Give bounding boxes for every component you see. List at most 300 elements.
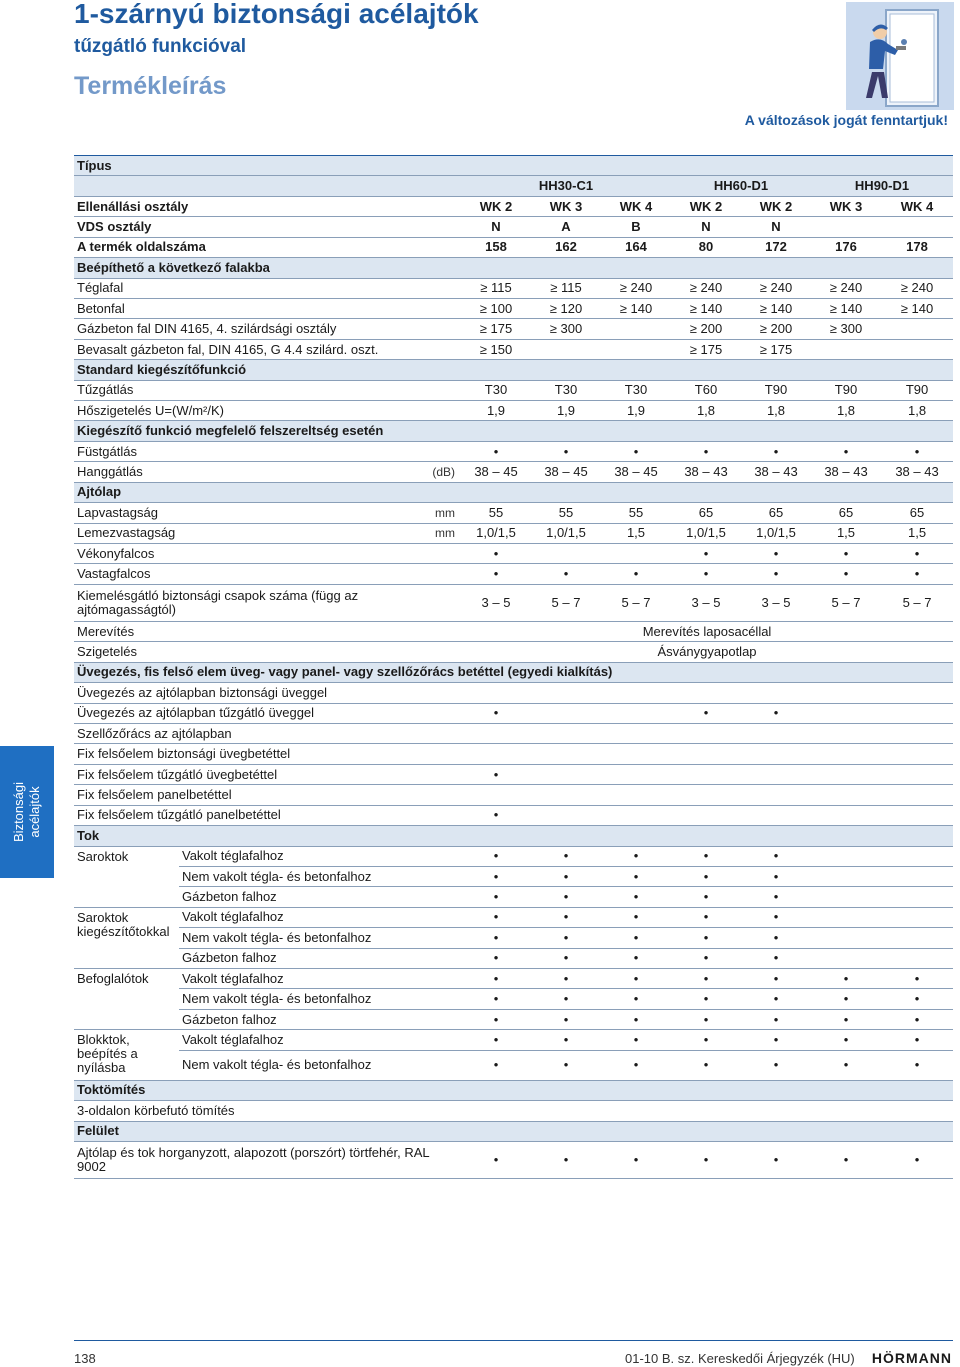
value-cell: • (741, 1030, 811, 1050)
table-row-fix_bizt (74, 744, 953, 764)
table-row-vastagfalcos (74, 564, 953, 584)
page-subtitle: tűzgátló funkcióval (74, 36, 247, 57)
catalog-name: 01-10 B. sz. Kereskedői Árjegyzék (HU) (625, 1351, 855, 1366)
unit-label: (dB) (391, 462, 461, 482)
value-cell: 1,8 (741, 401, 811, 421)
value-cell (601, 805, 671, 825)
unit-label: mm (391, 503, 461, 523)
value-cell (671, 744, 741, 764)
value-cell: • (741, 887, 811, 907)
section-row-standard (74, 360, 953, 380)
value-cell (881, 744, 953, 764)
value-cell (531, 703, 601, 723)
row-label: Hanggátlás (74, 462, 391, 482)
value-cell: • (461, 544, 531, 564)
value-cell: • (811, 1141, 881, 1178)
value-cell: 1,5 (881, 523, 953, 543)
table-row-bevasalt (74, 339, 953, 359)
value-cell: • (881, 1030, 953, 1050)
value-cell: ≥ 175 (461, 319, 531, 339)
model-group-spacer (74, 176, 461, 196)
value-cell: WK 4 (881, 196, 953, 216)
value-cell (881, 887, 953, 907)
section-row-ajtolap (74, 482, 953, 502)
value-cell: ≥ 300 (531, 319, 601, 339)
row-label: Szellőzőrács az ajtólapban (74, 723, 461, 743)
value-cell: ≥ 115 (461, 278, 531, 298)
table-row-vds (74, 217, 953, 237)
value-cell: 3 – 5 (671, 584, 741, 621)
value-cell: • (461, 887, 531, 907)
value-cell: • (601, 1141, 671, 1178)
value-cell: • (741, 564, 811, 584)
value-cell (601, 319, 671, 339)
value-cell: • (671, 887, 741, 907)
value-cell: 80 (671, 237, 741, 257)
value-cell (811, 703, 881, 723)
value-cell: ≥ 140 (671, 298, 741, 318)
value-cell (881, 217, 953, 237)
value-cell: 1,0/1,5 (671, 523, 741, 543)
value-cell: ≥ 175 (741, 339, 811, 359)
value-cell: • (671, 907, 741, 927)
row-label: Vékonyfalcos (74, 544, 461, 564)
tok-row-blokktok-1 (74, 1050, 953, 1080)
value-cell: 65 (671, 503, 741, 523)
row-label: 3-oldalon körbefutó tömítés (74, 1101, 461, 1121)
tok-group-label: Blokktok, beépítés a nyílásba (74, 1030, 179, 1080)
table-row-merevites (74, 621, 953, 641)
value-cell: 65 (881, 503, 953, 523)
value-cell: • (811, 969, 881, 989)
value-cell: • (671, 564, 741, 584)
table-row-hanggatlas (74, 462, 953, 482)
value-cell: 5 – 7 (601, 584, 671, 621)
tok-mount-label: Vakolt téglafalhoz (179, 846, 461, 866)
value-cell: • (881, 969, 953, 989)
value-cell: 38 – 45 (531, 462, 601, 482)
value-cell: ≥ 140 (881, 298, 953, 318)
value-cell (741, 744, 811, 764)
value-cell (531, 744, 601, 764)
value-cell: • (671, 989, 741, 1009)
value-cell: 55 (531, 503, 601, 523)
row-label: Lapvastagság (74, 503, 391, 523)
value-cell: • (461, 1141, 531, 1178)
tok-row-saroktok_kieg-2 (74, 948, 953, 968)
value-cell: • (671, 544, 741, 564)
row-label: Fix felsőelem tűzgátló panelbetéttel (74, 805, 461, 825)
value-cell (601, 723, 671, 743)
value-cell (601, 339, 671, 359)
value-cell: • (671, 441, 741, 461)
row-label: Kiemelésgátló biztonsági csapok száma (függ az ajtómagasságtól) (74, 584, 461, 621)
row-label: Szigetelés (74, 642, 461, 662)
table-row-lemezvastagsag (74, 523, 953, 543)
side-tab-line1: Biztonsági (11, 782, 26, 842)
row-label: VDS osztály (74, 217, 461, 237)
value-cell (671, 785, 741, 805)
table-row-lapvastagsag (74, 503, 953, 523)
value-cell: ≥ 115 (531, 278, 601, 298)
value-cell: • (741, 948, 811, 968)
value-cell: • (671, 1009, 741, 1029)
value-cell: 65 (811, 503, 881, 523)
value-cell: • (741, 928, 811, 948)
value-cell (531, 764, 601, 784)
tok-mount-label: Gázbeton falhoz (179, 887, 461, 907)
value-cell: • (741, 1009, 811, 1029)
value-cell: 164 (601, 237, 671, 257)
value-cell: • (671, 969, 741, 989)
value-cell: ≥ 175 (671, 339, 741, 359)
table-row-fustgatlas (74, 441, 953, 461)
value-cell (601, 683, 671, 703)
value-cell: • (531, 948, 601, 968)
value-cell: • (671, 928, 741, 948)
value-cell: T90 (811, 380, 881, 400)
value-cell: B (601, 217, 671, 237)
value-cell: • (671, 948, 741, 968)
tok-row-saroktok_kieg-1 (74, 928, 953, 948)
tok-group-label: Befoglalótok (74, 969, 179, 1030)
value-cell: 162 (531, 237, 601, 257)
value-cell: • (881, 989, 953, 1009)
value-cell: • (741, 866, 811, 886)
tok-mount-label: Vakolt téglafalhoz (179, 907, 461, 927)
value-cell: 178 (881, 237, 953, 257)
value-cell (741, 785, 811, 805)
value-cell: N (741, 217, 811, 237)
section-heading: Üvegezés, fis felső elem üveg- vagy panel- vagy szellőzőrács betéttel (egyedi kialkítás) (74, 662, 953, 682)
value-cell: • (531, 441, 601, 461)
value-cell: ≥ 240 (811, 278, 881, 298)
section-side-tab (0, 746, 54, 878)
value-cell (881, 723, 953, 743)
value-cell (671, 764, 741, 784)
value-cell (461, 785, 531, 805)
value-cell: 1,0/1,5 (741, 523, 811, 543)
tok-row-saroktok-1 (74, 866, 953, 886)
value-cell: • (671, 866, 741, 886)
model-group-3: HH90-D1 (811, 176, 953, 196)
footer-rule (74, 1340, 953, 1341)
value-cell (531, 339, 601, 359)
value-cell (811, 1101, 881, 1121)
spec-table (74, 155, 953, 1179)
table-row-csapok (74, 584, 953, 621)
change-notice: A változások jogát fenntartjuk! (744, 112, 948, 128)
value-cell: • (671, 1141, 741, 1178)
value-cell: WK 4 (601, 196, 671, 216)
value-cell: • (881, 564, 953, 584)
value-cell (461, 1101, 531, 1121)
value-cell: • (811, 441, 881, 461)
value-cell: • (741, 989, 811, 1009)
value-cell: • (531, 928, 601, 948)
value-cell: 38 – 45 (601, 462, 671, 482)
value-cell: • (601, 441, 671, 461)
tok-row-saroktok_kieg-0 (74, 907, 953, 927)
row-label: Merevítés (74, 621, 461, 641)
value-cell (881, 866, 953, 886)
table-row-uveg_tuz (74, 703, 953, 723)
value-cell (811, 907, 881, 927)
value-cell (811, 764, 881, 784)
value-cell (601, 785, 671, 805)
value-cell: • (601, 928, 671, 948)
value-cell: • (601, 948, 671, 968)
value-cell: 5 – 7 (811, 584, 881, 621)
value-cell (461, 744, 531, 764)
value-cell: • (461, 764, 531, 784)
page-title: 1-szárnyú biztonsági acélajtók (74, 0, 479, 29)
section-heading: Beépíthető a következő falakba (74, 258, 953, 278)
tok-mount-label: Nem vakolt tégla- és betonfalhoz (179, 989, 461, 1009)
door-fitter-illustration (846, 2, 954, 110)
tok-mount-label: Vakolt téglafalhoz (179, 1030, 461, 1050)
section-heading: Tok (74, 826, 953, 846)
value-cell: A (531, 217, 601, 237)
value-cell (531, 785, 601, 805)
value-cell: N (671, 217, 741, 237)
value-cell: • (461, 805, 531, 825)
value-cell: • (741, 846, 811, 866)
table-row-vekonyfalcos (74, 544, 953, 564)
table-row-hoszigeteles (74, 401, 953, 421)
value-cell (461, 723, 531, 743)
type-header-row (74, 156, 953, 176)
table-row-tuzgatlas (74, 380, 953, 400)
table-row-teglafal (74, 278, 953, 298)
value-cell (811, 948, 881, 968)
row-label: Fix felsőelem tűzgátló üvegbetéttel (74, 764, 461, 784)
brand-logo: HÖRMANN (871, 1350, 952, 1366)
row-label: Ajtólap és tok horganyzott, alapozott (porszórt) törtfehér, RAL 9002 (74, 1141, 461, 1178)
value-cell (881, 785, 953, 805)
value-cell: • (811, 1030, 881, 1050)
row-label: Vastagfalcos (74, 564, 461, 584)
value-cell: • (741, 1050, 811, 1080)
row-label: Fix felsőelem biztonsági üvegbetéttel (74, 744, 461, 764)
value-cell: WK 2 (461, 196, 531, 216)
tok-mount-label: Nem vakolt tégla- és betonfalhoz (179, 928, 461, 948)
value-cell: • (671, 703, 741, 723)
value-cell (531, 723, 601, 743)
value-cell: 55 (461, 503, 531, 523)
value-cell (881, 907, 953, 927)
row-label: Betonfal (74, 298, 461, 318)
row-label: Üvegezés az ajtólapban biztonsági üveggel (74, 683, 461, 703)
value-cell: 1,9 (601, 401, 671, 421)
value-cell: • (531, 846, 601, 866)
value-cell: • (461, 1030, 531, 1050)
value-cell: ≥ 240 (671, 278, 741, 298)
side-tab-line2: acélajtók (27, 786, 42, 838)
value-cell (671, 723, 741, 743)
value-cell: • (881, 1141, 953, 1178)
value-cell (741, 805, 811, 825)
value-cell: ≥ 120 (531, 298, 601, 318)
section-row-uvegezes (74, 662, 953, 682)
value-cell: • (671, 1030, 741, 1050)
value-cell: T30 (601, 380, 671, 400)
model-group-row (74, 176, 953, 196)
value-cell: • (671, 846, 741, 866)
value-cell (601, 703, 671, 723)
value-cell: ≥ 240 (601, 278, 671, 298)
table-row-betonfal (74, 298, 953, 318)
value-cell: • (741, 969, 811, 989)
value-cell: • (601, 887, 671, 907)
value-cell (671, 683, 741, 703)
value-cell: T90 (741, 380, 811, 400)
value-cell: • (881, 544, 953, 564)
value-cell: • (461, 846, 531, 866)
row-label: Téglafal (74, 278, 461, 298)
value-cell: ≥ 200 (671, 319, 741, 339)
row-label: Ellenállási osztály (74, 196, 461, 216)
section-heading: Felület (74, 1121, 953, 1141)
value-cell (741, 1101, 811, 1121)
section-row-toktomites (74, 1080, 953, 1100)
value-cell: 5 – 7 (531, 584, 601, 621)
value-cell: • (601, 989, 671, 1009)
value-cell: T60 (671, 380, 741, 400)
tok-row-befoglalotok-2 (74, 1009, 953, 1029)
value-cell: • (881, 1050, 953, 1080)
value-cell: • (741, 907, 811, 927)
value-cell: • (531, 1141, 601, 1178)
value-cell: 38 – 43 (811, 462, 881, 482)
tok-row-blokktok-0 (74, 1030, 953, 1050)
row-label: Lemezvastagság (74, 523, 391, 543)
value-cell: • (811, 989, 881, 1009)
section-heading: Toktömítés (74, 1080, 953, 1100)
table-row-uveg_bizt (74, 683, 953, 703)
value-cell (881, 948, 953, 968)
tok-mount-label: Vakolt téglafalhoz (179, 969, 461, 989)
value-cell: • (531, 969, 601, 989)
value-cell: • (741, 544, 811, 564)
row-label: Füstgátlás (74, 441, 461, 461)
table-row-oldalszam (74, 237, 953, 257)
value-cell: 1,9 (461, 401, 531, 421)
value-cell: ≥ 300 (811, 319, 881, 339)
tok-mount-label: Gázbeton falhoz (179, 1009, 461, 1029)
value-cell: N (461, 217, 531, 237)
value-cell (461, 683, 531, 703)
value-cell: • (601, 1030, 671, 1050)
value-cell: • (741, 703, 811, 723)
value-cell (811, 683, 881, 703)
value-cell (741, 723, 811, 743)
value-cell (531, 805, 601, 825)
tok-row-saroktok-2 (74, 887, 953, 907)
value-cell (811, 339, 881, 359)
row-label: A termék oldalszáma (74, 237, 461, 257)
model-group-1: HH30-C1 (461, 176, 671, 196)
value-cell: • (531, 1030, 601, 1050)
value-cell: • (601, 1050, 671, 1080)
value-cell: • (531, 1009, 601, 1029)
value-cell: • (531, 1050, 601, 1080)
table-row-korbefuto (74, 1101, 953, 1121)
value-cell: • (811, 1009, 881, 1029)
value-cell: 38 – 43 (741, 462, 811, 482)
section-heading: Standard kiegészítőfunkció (74, 360, 953, 380)
value-cell: • (601, 564, 671, 584)
value-cell: • (601, 846, 671, 866)
table-row-szellozo (74, 723, 953, 743)
section-title: Termékleírás (74, 72, 227, 100)
value-cell: • (881, 441, 953, 461)
value-cell: 38 – 45 (461, 462, 531, 482)
value-cell: ≥ 200 (741, 319, 811, 339)
page-number: 138 (74, 1351, 96, 1366)
section-row-tok (74, 826, 953, 846)
value-cell (601, 764, 671, 784)
value-cell (881, 339, 953, 359)
value-cell (601, 1101, 671, 1121)
value-cell (811, 928, 881, 948)
value-cell: • (461, 928, 531, 948)
row-label: Tűzgátlás (74, 380, 461, 400)
row-label: Hőszigetelés U=(W/m²/K) (74, 401, 461, 421)
value-cell: • (881, 1009, 953, 1029)
value-cell: • (461, 703, 531, 723)
value-cell: ≥ 240 (881, 278, 953, 298)
table-row-ellenallasi (74, 196, 953, 216)
table-row-horganyzott (74, 1141, 953, 1178)
value-cell (811, 887, 881, 907)
row-label: Üvegezés az ajtólapban tűzgátló üveggel (74, 703, 461, 723)
value-cell: • (461, 1050, 531, 1080)
value-cell: 172 (741, 237, 811, 257)
value-cell (531, 544, 601, 564)
model-group-2: HH60-D1 (671, 176, 811, 196)
value-cell: • (531, 907, 601, 927)
value-cell: T30 (461, 380, 531, 400)
value-cell (811, 785, 881, 805)
value-cell: • (811, 544, 881, 564)
value-cell: 1,9 (531, 401, 601, 421)
value-cell: • (461, 564, 531, 584)
section-row-beepitheto (74, 258, 953, 278)
value-cell: 65 (741, 503, 811, 523)
value-cell: T90 (881, 380, 953, 400)
value-cell: ≥ 140 (741, 298, 811, 318)
tok-row-befoglalotok-1 (74, 989, 953, 1009)
value-cell: WK 2 (741, 196, 811, 216)
row-label: Bevasalt gázbeton fal, DIN 4165, G 4.4 szilárd. oszt. (74, 339, 461, 359)
value-cell: • (601, 969, 671, 989)
tok-mount-label: Gázbeton falhoz (179, 948, 461, 968)
value-cell: ≥ 100 (461, 298, 531, 318)
value-cell (881, 683, 953, 703)
value-cell (881, 703, 953, 723)
value-cell: 1,0/1,5 (461, 523, 531, 543)
tok-row-befoglalotok-0 (74, 969, 953, 989)
value-cell: 55 (601, 503, 671, 523)
tok-group-label: Saroktok kiegészítőtokkal (74, 907, 179, 968)
tok-row-saroktok-0 (74, 846, 953, 866)
value-cell: ≥ 150 (461, 339, 531, 359)
merged-value: Ásványgyapotlap (461, 642, 953, 662)
value-cell: • (461, 989, 531, 1009)
tok-mount-label: Nem vakolt tégla- és betonfalhoz (179, 866, 461, 886)
value-cell: 3 – 5 (461, 584, 531, 621)
